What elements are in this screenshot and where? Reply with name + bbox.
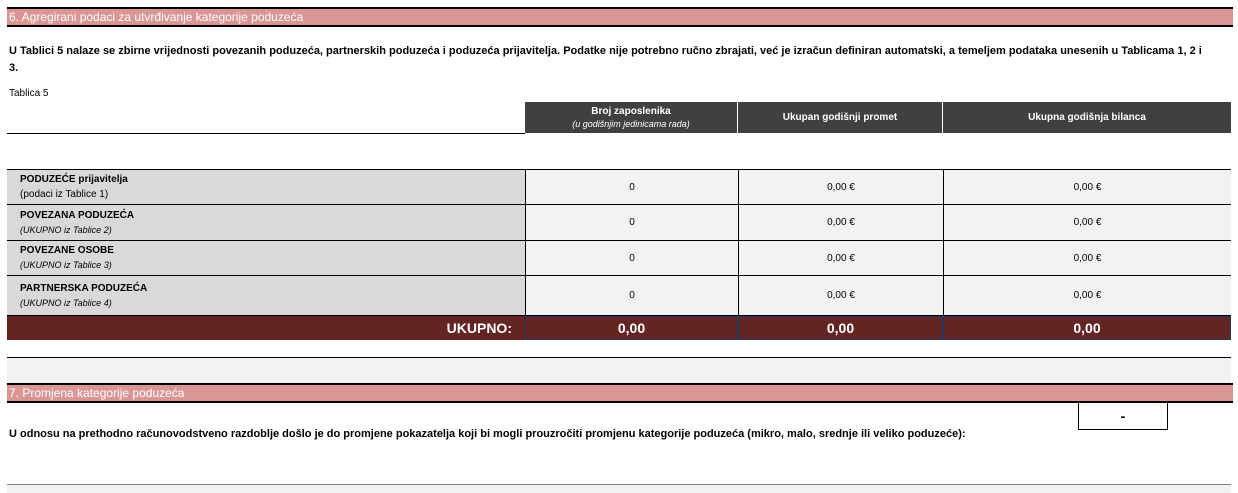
table-caption: Tablica 5 bbox=[9, 88, 49, 99]
section-7-title: 7. Promjena kategorije poduzeća bbox=[7, 383, 1233, 403]
section-6-title: 6. Agregirani podaci za utvrđivanje kategorije poduzeća bbox=[7, 7, 1233, 27]
row-label: POVEZANA PODUZEĆA bbox=[20, 209, 135, 221]
cell-turnover[interactable]: 0,00 € bbox=[738, 170, 943, 205]
table-row-persons-label bbox=[7, 241, 525, 276]
row-label: POVEZANE OSOBE bbox=[20, 245, 114, 256]
row-sublabel: (UKUPNO iz Tablice 4) bbox=[20, 297, 112, 308]
column-header-employees bbox=[525, 102, 737, 133]
table-row-applicant-label bbox=[7, 170, 525, 205]
total-turnover: 0,00 bbox=[738, 316, 943, 340]
cell-employees[interactable]: 0 bbox=[525, 276, 738, 316]
section-7-question: U odnosu na prethodno računovodstveno razdoblje došlo je do promjene pokazatelja koji bi mogli prouzročiti promjenu kategorije poduzeća (mikro, malo, srednje ili veliko poduzeće): bbox=[9, 428, 966, 440]
cell-turnover[interactable]: 0,00 € bbox=[738, 276, 943, 316]
column-header-title: Ukupna godišnja bilanca bbox=[1028, 112, 1146, 123]
row-sublabel: (UKUPNO iz Tablice 3) bbox=[20, 260, 112, 270]
column-header-balance bbox=[943, 102, 1231, 133]
cell-employees[interactable]: 0 bbox=[525, 170, 738, 205]
total-label: UKUPNO: bbox=[446, 320, 512, 336]
table-row-partners-label bbox=[7, 276, 525, 316]
section-6-description: U Tablici 5 nalaze se zbirne vrijednosti povezanih poduzeća, partnerskih poduzeća i poduzeća prijavitelja. Podatke nije potrebno ručno zbrajati, već je izračun definiran automatski, a temeljem podataka unesenih u Tablicama 1, 2 i 3. bbox=[9, 45, 1202, 74]
row-sublabel: (podaci iz Tablice 1) bbox=[20, 189, 109, 200]
row-sublabel: (UKUPNO iz Tablice 2) bbox=[20, 224, 112, 235]
table-header-rule bbox=[7, 133, 525, 134]
column-header-turnover bbox=[738, 102, 942, 133]
category-change-dropdown[interactable]: - bbox=[1078, 402, 1168, 430]
column-header-title: Broj zaposlenika bbox=[591, 105, 671, 117]
cell-turnover[interactable]: 0,00 € bbox=[738, 241, 943, 276]
total-balance: 0,00 bbox=[943, 316, 1231, 340]
cell-employees[interactable]: 0 bbox=[525, 205, 738, 241]
table-row-linked-label bbox=[7, 205, 525, 241]
cell-turnover[interactable]: 0,00 € bbox=[738, 205, 943, 241]
cell-balance[interactable]: 0,00 € bbox=[943, 241, 1231, 276]
row-label: PARTNERSKA PODUZEĆA bbox=[20, 282, 148, 294]
cell-employees[interactable]: 0 bbox=[525, 241, 738, 276]
column-header-title: Ukupan godišnji promet bbox=[782, 112, 898, 123]
row-label: PODUZEĆE prijavitelja bbox=[20, 174, 128, 185]
total-employees: 0,00 bbox=[525, 316, 738, 340]
column-header-subtitle: (u godišnjim jedinicama rada) bbox=[572, 118, 690, 129]
cell-balance[interactable]: 0,00 € bbox=[943, 170, 1231, 205]
spacer-band bbox=[7, 357, 1231, 383]
cell-balance[interactable]: 0,00 € bbox=[943, 205, 1231, 241]
cell-balance[interactable]: 0,00 € bbox=[943, 276, 1231, 316]
